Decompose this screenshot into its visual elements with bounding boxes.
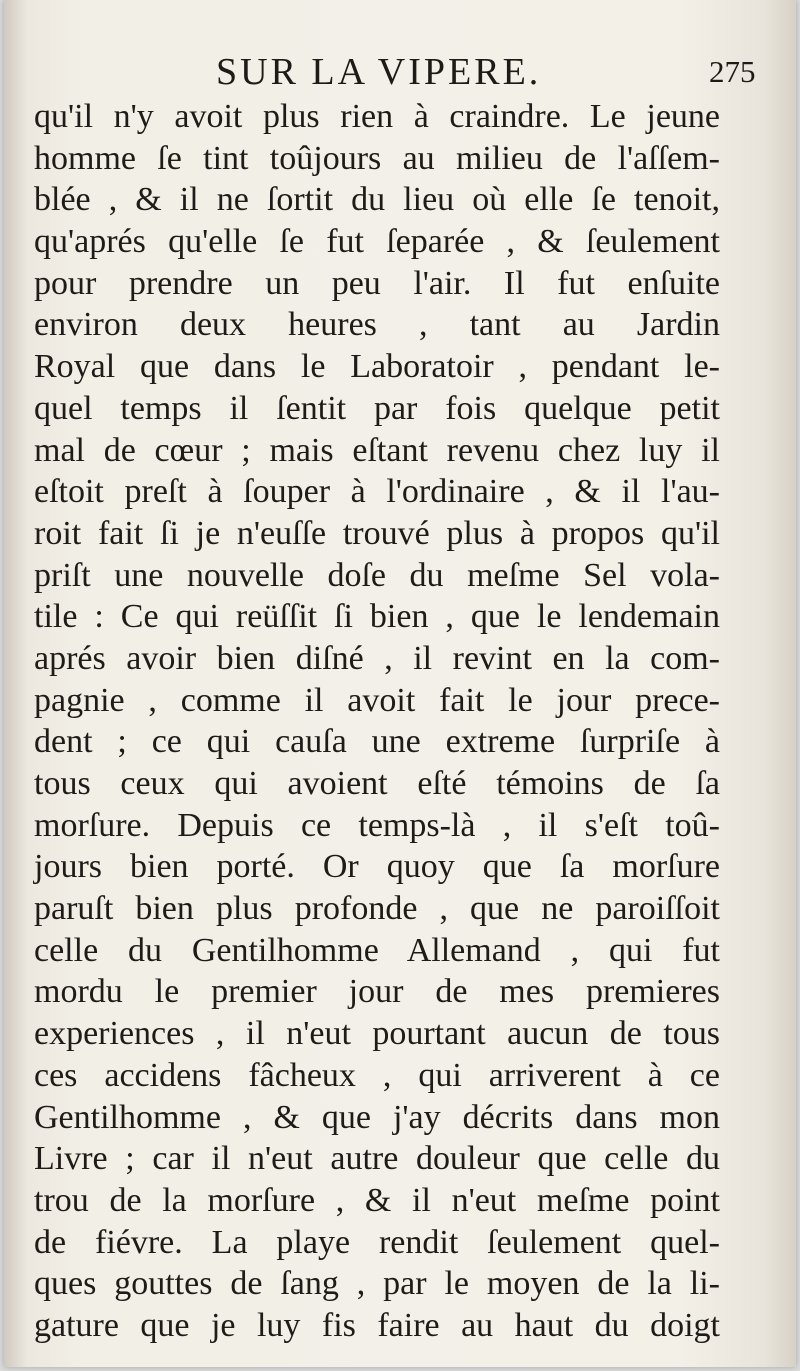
text-line: trou de la morſure , & il n'eut meſme point xyxy=(34,1181,720,1219)
text-line: paruſt bien plus profonde , que ne paroiſſoit xyxy=(34,890,720,928)
text-line: celle du Gentilhomme Allemand , qui fut xyxy=(34,931,720,969)
text-line: blée , & il ne ſortit du lieu où elle ſe tenoit, xyxy=(34,181,720,219)
text-line: qu'il n'y avoit plus rien à craindre. Le jeune xyxy=(34,98,720,135)
page-number: 275 xyxy=(709,54,756,89)
text-line: homme ſe tint toûjours au milieu de l'aſſem- xyxy=(34,139,720,177)
text-line: aprés avoir bien diſné , il revint en la com- xyxy=(34,639,720,677)
text-line: ces accidens fâcheux , qui arriverent à ce xyxy=(34,1056,720,1094)
text-line: tile : Ce qui reüſſit ſi bien , que le lendemain xyxy=(34,598,720,636)
text-line: mal de cœur ; mais eſtant revenu chez luy il xyxy=(34,431,720,469)
text-line: pour prendre un peu l'air. Il fut enſuite xyxy=(34,264,720,302)
text-line: ques gouttes de ſang , par le moyen de la li- xyxy=(34,1265,720,1303)
text-line: tous ceux qui avoient eſté témoins de ſa xyxy=(34,765,720,802)
text-line: dent ; ce qui cauſa une extreme ſurpriſe à xyxy=(34,723,720,761)
book-page xyxy=(4,0,796,1367)
page-header xyxy=(4,50,796,94)
text-line: quel temps il ſentit par fois quelque petit xyxy=(34,389,720,427)
text-line: mordu le premier jour de mes premieres xyxy=(34,973,720,1011)
text-line: de fiévre. La playe rendit ſeulement quel- xyxy=(34,1223,720,1261)
text-line: gature que je luy fis faire au haut du doigt xyxy=(34,1306,720,1344)
text-line: Royal que dans le Laboratoir , pendant le- xyxy=(34,348,720,386)
text-line: pagnie , comme il avoit fait le jour prece- xyxy=(34,681,720,719)
text-line: morſure. Depuis ce temps-là , il s'eſt toû- xyxy=(34,806,720,844)
text-line: experiences , il n'eut pourtant aucun de tous xyxy=(34,1015,720,1053)
text-line: roit fait ſi je n'euſſe trouvé plus à propos qu'il xyxy=(34,514,720,552)
text-line: Livre ; car il n'eut autre douleur que celle du xyxy=(34,1140,720,1178)
body-text xyxy=(34,96,720,1347)
text-line: priſt une nouvelle doſe du meſme Sel vola- xyxy=(34,556,720,594)
text-line: jours bien porté. Or quoy que ſa morſure xyxy=(34,848,720,886)
text-line: qu'aprés qu'elle ſe fut ſeparée , & ſeulement xyxy=(34,223,720,261)
running-title: SUR LA VIPERE. xyxy=(216,51,542,93)
text-line: eſtoit preſt à ſouper à l'ordinaire , & il l'au- xyxy=(34,473,720,511)
text-line: Gentilhomme , & que j'ay décrits dans mon xyxy=(34,1098,720,1136)
text-line: environ deux heures , tant au Jardin xyxy=(34,306,720,344)
